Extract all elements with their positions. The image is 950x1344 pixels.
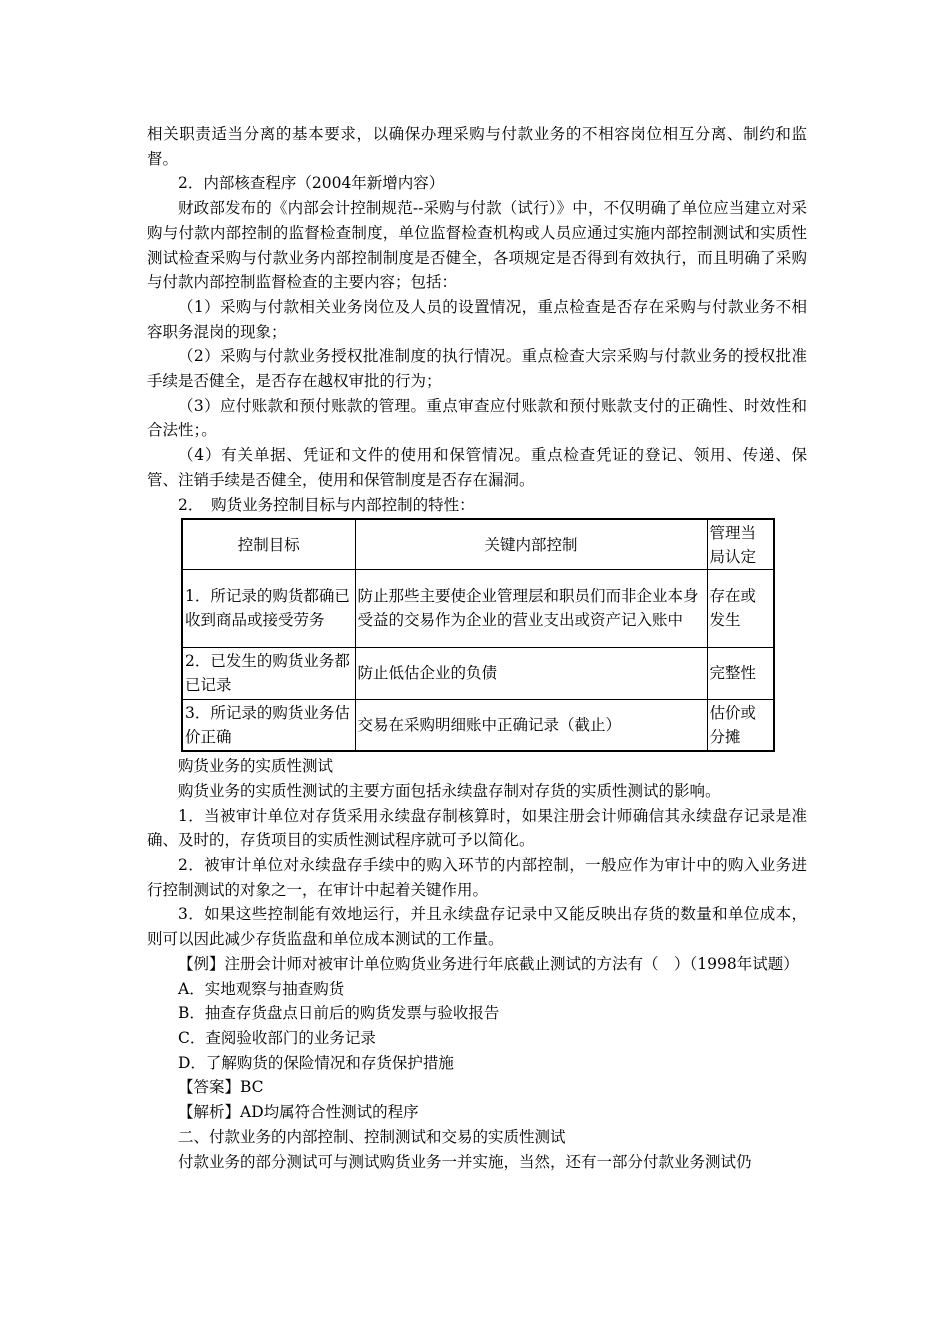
paragraph: 相关职责适当分离的基本要求，以确保办理采购与付款业务的不相容岗位相互分离、制约和监督。 (147, 125, 807, 168)
paragraph: B．抽查存货盘点日前后的购货发票与验收报告 (178, 1004, 500, 1023)
paragraph: 购货业务的实质性测试的主要方面包括永续盘存制对存货的实质性测试的影响。 (178, 781, 721, 800)
paragraph: 【例】注册会计师对被审计单位购货业务进行年底截止测试的方法有（ ）（1998年试题） (178, 954, 799, 973)
table-cell: 3．所记录的购货业务估价正确 (182, 699, 355, 751)
table-cell: 防止那些主要使企业管理层和职员们而非企业本身受益的交易作为企业的营业支出或资产记入账中 (355, 569, 707, 647)
table-cell: 估价或分摊 (707, 699, 774, 751)
table-header-cell: 关键内部控制 (355, 519, 707, 569)
paragraph: 购货业务的实质性测试 (178, 757, 334, 776)
table-row (182, 699, 774, 751)
paragraph: C．查阅验收部门的业务记录 (178, 1028, 376, 1047)
table-cell: 交易在采购明细账中正确记录（截止） (355, 699, 707, 751)
paragraph: （2）采购与付款业务授权批准制度的执行情况。重点检查大宗采购与付款业务的授权批准手续是否健全，是否存在越权审批的行为； (147, 347, 807, 391)
paragraphs-after (147, 754, 807, 1174)
paragraph: 3．如果这些控制能有效地运行，并且永续盘存记录中又能反映出存货的数量和单位成本，则可以因此减少存货监盘和单位成本测试的工作量。 (147, 905, 807, 949)
table-header-cell: 控制目标 (182, 519, 355, 569)
paragraph: 2．被审计单位对永续盘存手续中的购入环节的内部控制，一般应作为审计中的购入业务进行控制测试的对象之一，在审计中起着关键作用。 (147, 856, 807, 899)
table-cell: 1．所记录的购货都确已收到商品或接受劳务 (182, 569, 355, 647)
paragraph: （4）有关单据、凭证和文件的使用和保管情况。重点检查凭证的登记、领用、传递、保管、注销手续是否健全，使用和保管制度是否存在漏洞。 (147, 446, 807, 489)
paragraph: 【解析】AD均属符合性测试的程序 (178, 1103, 419, 1122)
control-objectives-table (181, 518, 775, 752)
paragraph: 1．当被审计单位对存货采用永续盘存制核算时，如果注册会计师确信其永续盘存记录是准确、及时的，存货项目的实质性测试程序就可予以简化。 (147, 806, 807, 850)
table-cell: 完整性 (707, 647, 774, 699)
paragraph: 财政部发布的《内部会计控制规范--采购与付款（试行）》中，不仅明确了单位应当建立对采购与付款内部控制的监督检查制度，单位监督检查机构或人员应通过实施内部控制测试和实质性测试检查采购与付款业务内部控制制度是否健全，各项规定是否得到有效执行，而且明确了采购与付款内部控制监督检查的主要内容；包括： (147, 199, 807, 292)
table-cell: 防止低估企业的负债 (355, 647, 707, 699)
paragraph: 付款业务的部分测试可与测试购货业务一并实施，当然，还有一部分付款业务测试仍 (178, 1152, 752, 1171)
table-header-cell: 管理当局认定 (707, 519, 774, 569)
paragraph: （3）应付账款和预付账款的管理。重点审查应付账款和预付账款支付的正确性、时效性和合法性；。 (147, 396, 807, 440)
paragraph: 【答案】BC (178, 1078, 264, 1097)
table-row (182, 647, 774, 699)
table-header-row (182, 519, 774, 569)
table-cell: 2．已发生的购货业务都已记录 (182, 647, 355, 699)
document-page (147, 122, 807, 1174)
paragraph: 2． 购货业务控制目标与内部控制的特性： (178, 495, 475, 514)
paragraph: D．了解购货的保险情况和存货保护措施 (178, 1053, 454, 1072)
paragraph: 二、付款业务的内部控制、控制测试和交易的实质性测试 (178, 1127, 566, 1146)
paragraph: （1）采购与付款相关业务岗位及人员的设置情况，重点检查是否存在采购与付款业务不相容职务混岗的现象； (147, 297, 807, 341)
paragraph: A．实地观察与抽查购货 (178, 979, 345, 998)
table-cell: 存在或发生 (707, 569, 774, 647)
paragraphs-before (147, 122, 807, 517)
table-row (182, 569, 774, 647)
paragraph: 2．内部核查程序（2004年新增内容） (178, 174, 445, 193)
